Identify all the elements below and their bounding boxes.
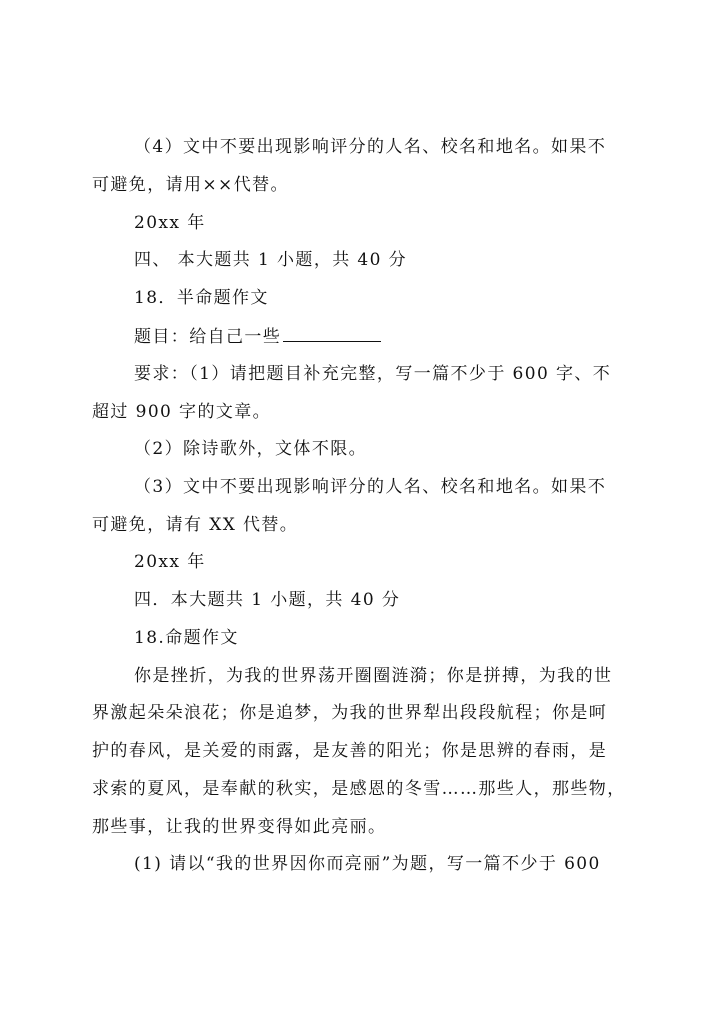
topic-line — [134, 325, 637, 347]
paragraph-line-1: 你是挫折，为我的世界荡开圈圈涟漪；你是拼搏，为我的世 — [134, 666, 613, 686]
text-line-11: 可避免，请有 XX 代替。 — [92, 515, 299, 535]
requirement-line-1: (1) 请以“我的世界因你而亮丽”为题，写一篇不少于 600 — [134, 854, 601, 874]
topic-blank — [283, 325, 381, 342]
paragraph-line-2: 界激起朵朵浪花；你是追梦，为我的世界犁出段段航程；你是呵 — [92, 703, 608, 723]
text-line-12: 20xx 年 — [134, 552, 206, 572]
section-heading-2: 四．本大题共 1 小题，共 40 分 — [134, 590, 401, 610]
topic-label: 题目：给自己一些 — [134, 327, 282, 347]
paragraph-line-3: 护的春风，是关爱的雨露，是友善的阳光；你是思辨的春雨，是 — [92, 741, 608, 761]
paragraph-line-4: 求索的夏风，是奉献的秋实，是感恩的冬雪……那些人，那些物， — [92, 779, 626, 799]
paragraph-line-5: 那些事，让我的世界变得如此亮丽。 — [92, 817, 387, 837]
text-line-3: 20xx 年 — [134, 213, 206, 233]
question-title-18b: 18.命题作文 — [134, 628, 239, 648]
text-line-1: （4）文中不要出现影响评分的人名、校名和地名。如果不 — [134, 137, 607, 157]
section-heading-1: 四、 本大题共 1 小题，共 40 分 — [134, 250, 408, 270]
question-title-18a: 18．半命题作文 — [134, 288, 269, 308]
text-line-10: （3）文中不要出现影响评分的人名、校名和地名。如果不 — [134, 477, 607, 497]
text-line-9: （2）除诗歌外，文体不限。 — [134, 439, 368, 459]
text-line-7: 要求：（1）请把题目补充完整，写一篇不少于 600 字、不 — [134, 364, 612, 384]
text-line-8: 超过 900 字的文章。 — [92, 402, 272, 422]
text-line-2: 可避免，请用××代替。 — [92, 175, 289, 195]
